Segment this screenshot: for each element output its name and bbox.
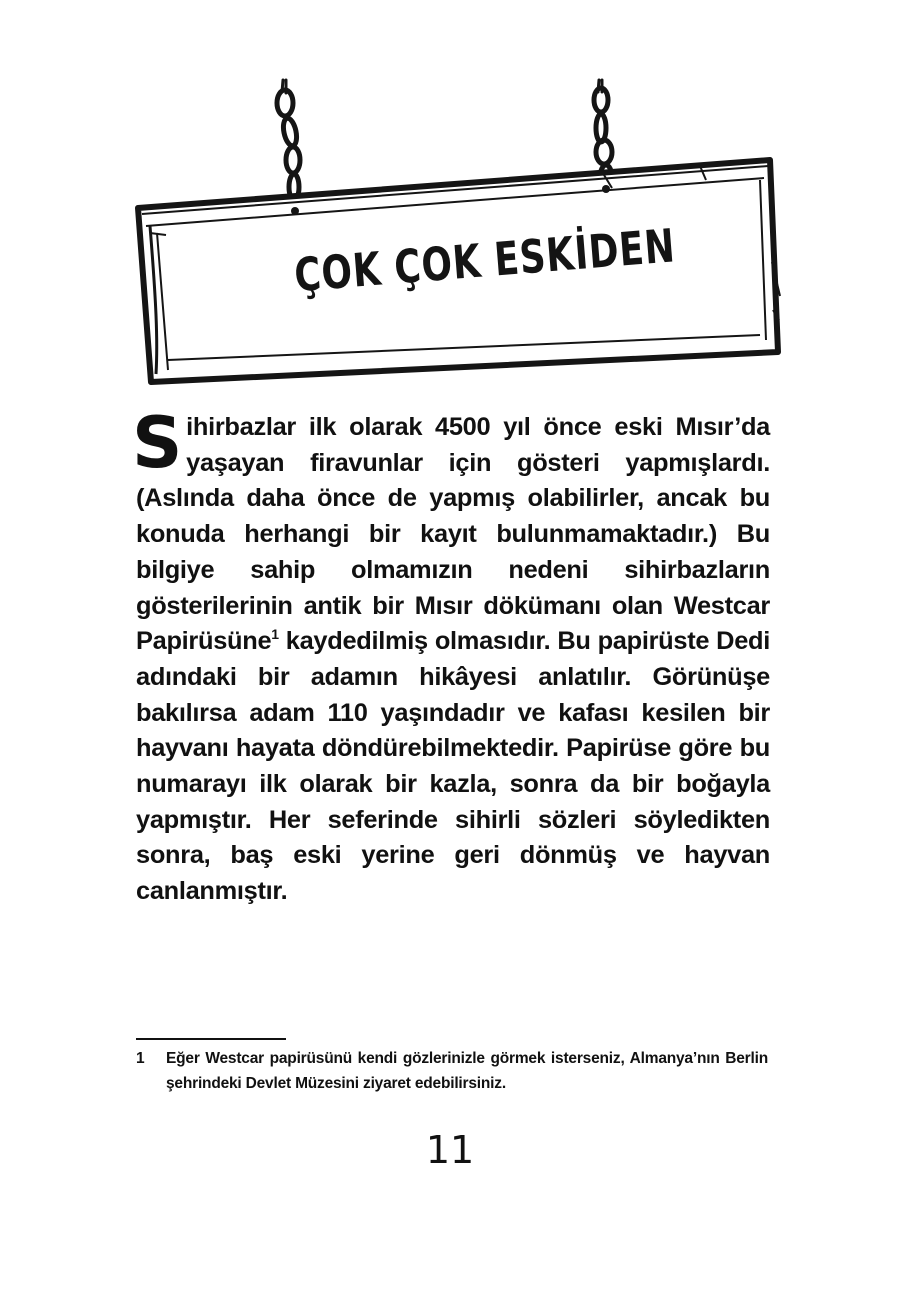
footnote-text: Eğer Westcar papirüsünü kendi gözlerinizle görmek isterseniz, Almanya’nın Berlin şehrindeki Devlet Müzesini ziyaret edebilirsiniz.	[166, 1050, 768, 1092]
hanging-sign-illustration	[0, 0, 900, 400]
sign-title: ÇOK ÇOK ESKİDEN	[292, 218, 678, 303]
body-paragraph	[132, 402, 770, 910]
footnote-reference: 1	[271, 626, 279, 643]
body-text-part-1: ihirbazlar ilk olarak 4500 yıl önce eski Mısır’da yaşayan firavunlar için gösteri yapmışlardı. (Aslında daha önce de yapmış olabilirler, ancak bu konuda herhangi bir kayıt bulunmamaktadır.) Bu bilgiye sahip olmamızın nedeni sihirbazların gösterilerinin antik bir Mısır dökümanı olan Westcar Papirüsüne	[136, 413, 770, 656]
body-text-part-2: kaydedilmiş olmasıdır. Bu papirüste Dedi adındaki bir adamın hikâyesi anlatılır. Görünüşe bakılırsa adam 110 yaşındadır ve kafası kesilen bir hayvanı hayata döndürebilmektedir. Papirüse göre bu numarayı ilk olarak bir kazla, sonra da bir boğayla yapmıştır. Her seferinde sihirli sözleri söyledikten sonra, baş eski yerine geri dönmüş ve hayvan canlanmıştır.	[136, 627, 770, 906]
footnote	[136, 1046, 768, 1096]
page-number: 11	[425, 1128, 475, 1172]
footnote-divider	[136, 1038, 286, 1040]
left-chain-icon	[277, 80, 300, 212]
footnote-number: 1	[136, 1050, 145, 1067]
drop-cap: S	[132, 402, 183, 484]
